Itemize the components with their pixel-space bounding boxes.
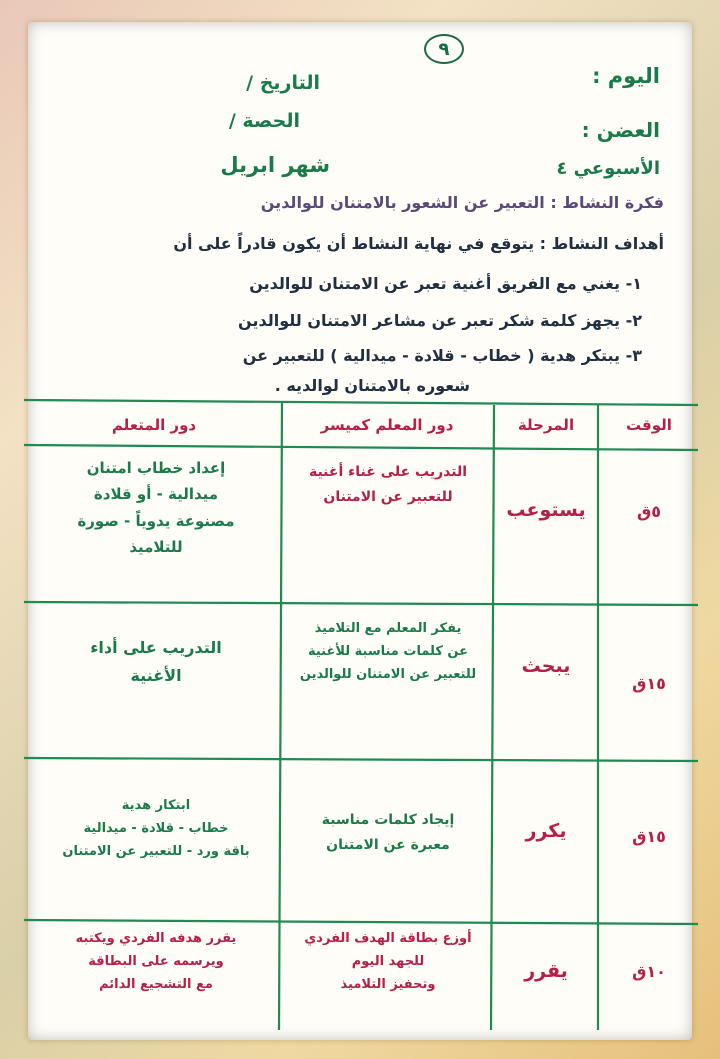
week-label: الأسبوعي ٤ <box>556 158 660 179</box>
row1-time: ٥ق <box>636 502 662 521</box>
header-time: الوقت <box>626 416 672 434</box>
row1-teacher: التدريب على غناء أغنية للتعبير عن الامتنان <box>308 464 468 505</box>
row4-teacher: أوزع بطاقة الهدف الفردي للجهد اليوم وتحفيز التلاميذ <box>304 931 472 992</box>
row2-teacher: يفكر المعلم مع التلاميذ عن كلمات مناسبة للأغنية للتعبير عن الامتنان للوالدين <box>299 621 477 682</box>
row3-learner: ابتكار هدية خطاب - قلادة - ميدالية باقة ورد - للتعبير عن الامتنان <box>62 798 250 859</box>
period-label: الحصة / <box>228 110 300 132</box>
header-teacher-role: دور المعلم كميسر <box>320 416 454 434</box>
theme-label: العضن : <box>581 118 660 142</box>
row3-time: ١٥ق <box>632 827 666 846</box>
activity-idea: فكرة النشاط : التعبير عن الشعور بالامتنان للوالدين <box>260 193 664 212</box>
page-number: ٩ <box>424 34 464 64</box>
objective-3-continued: شعوره بالامتنان لوالديه . <box>274 376 470 395</box>
header-learner-role: دور المتعلم <box>111 416 197 434</box>
row3-teacher: إيجاد كلمات مناسبة معبرة عن الامتنان <box>321 812 455 853</box>
objective-3: ٣- يبتكر هدية ( خطاب - قلادة - ميدالية ) للتعبير عن <box>242 346 642 365</box>
objective-2: ٢- يجهز كلمة شكر تعبر عن مشاعر الامتنان للوالدين <box>238 311 642 330</box>
day-label: اليوم : <box>592 64 660 88</box>
row1-learner: إعداد خطاب امتنان ميدالية - أو قلادة مصنوعة يدوياً - صورة للتلاميذ <box>77 459 235 556</box>
row4-learner: يقرر هدفه الفردي ويكتبه ويرسمه على البطاقة مع التشجيع الدائم <box>75 931 237 992</box>
header-stage: المرحلة <box>517 416 575 434</box>
row4-time: ١٠ق <box>632 962 666 981</box>
row2-learner: التدريب على أداء الأغنية <box>90 638 222 685</box>
objective-1: ١- يغني مع الفريق أغنية تعبر عن الامتنان للوالدين <box>249 274 642 293</box>
row3-stage: يكرر <box>525 820 567 842</box>
row4-stage: يقرر <box>524 960 568 982</box>
date-label: التاريخ / <box>246 72 320 94</box>
row2-time: ١٥ق <box>632 674 666 693</box>
row1-stage: يستوعب <box>506 499 586 521</box>
objectives-title: أهداف النشاط : يتوقع في نهاية النشاط أن يكون قادراً على أن <box>173 234 664 253</box>
month-label: شهر ابريل <box>220 153 330 177</box>
row2-stage: يبحث <box>521 655 571 677</box>
